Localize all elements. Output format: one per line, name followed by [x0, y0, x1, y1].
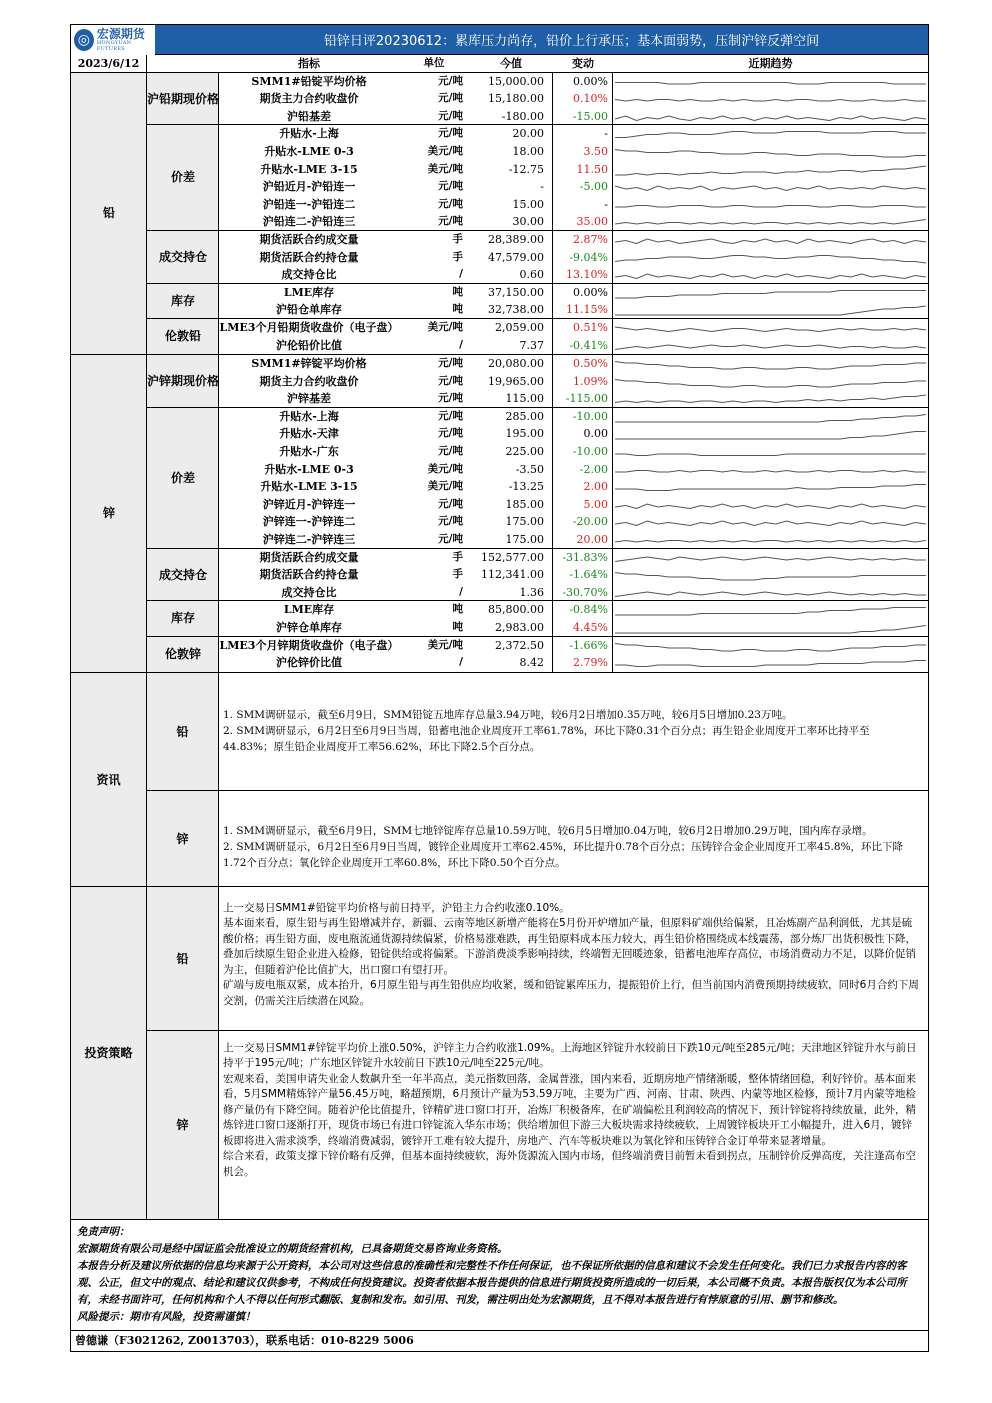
sparkline-line: [615, 521, 926, 526]
indicator-name: 期货活跃合约成交量: [259, 232, 359, 246]
sparkline-svg: [613, 584, 928, 601]
indicator-name: 期货主力合约收盘价: [259, 374, 359, 388]
indicator-change: 0.00: [553, 425, 613, 443]
strategy-zinc-text: 上一交易日SMM1#锌锭平均价上涨0.50%，沪锌主力合约收涨1.09%。上海地区锌锭升水较前日下跌10元/吨至285元/吨；天津地区锌锭升水与前日持平于195元/吨；广东地区锌锭升水较前日下跌10元/吨至225元/吨。 宏观来看，美国申请失业金人数飙升至一年半高点，美元指数回落，金属普涨，国内来看，近期房地产情绪渐暖，整体情绪回稳，利好锌价。基本面来看，5月SMM精炼锌产量56.45万吨，略超预期，6月预计产量为53.59万吨，主要为广西、河南、甘肃、陕西、内蒙等地区检修，预计7月内蒙等地检修产量仍有下降空间。随着沪伦比值提升，锌精矿进口窗口打开，冶炼厂积极备库，在矿端偏松且利润较高的情况下，预计锌锭将持续放量，此外，精炼锌进口窗口逐渐打开，现货市场已有进口锌锭流入华东市场；供给增加但下游三大板块需求持续疲软，上周镀锌板块开工小幅提升，进入6月，镀锌板即将进入需求淡季，终端消费减弱，镀锌开工难有较大提升，房地产、汽车等板块难以为氧化锌和压铸锌合金订单带来显著增量。 综合来看，政策支撑下锌价略有反弹，但基本面持续疲软，海外货源流入国内市场，但终端消费目前暂未看到拐点，压制锌价反弹高度，关注逢高布空机会。: [223, 1041, 917, 1178]
sparkline-svg: [613, 408, 928, 425]
indicator-name: 沪铅连二-沪铅连三: [219, 213, 399, 231]
indicator-change: 0.50%: [553, 355, 613, 373]
indicator-unit: 元/吨: [438, 197, 463, 210]
indicator-unit: 元/吨: [438, 427, 463, 440]
col-indicator: 指标: [298, 57, 320, 70]
sparkline-svg: [613, 108, 928, 125]
indicator-unit: 吨: [399, 619, 469, 637]
trend-sparkline: [613, 601, 928, 619]
indicator-change: 11.15%: [553, 301, 613, 319]
info-lead-label: 铅: [147, 673, 219, 790]
sparkline-line: [615, 485, 926, 491]
indicator-value: 152,577.00: [469, 549, 553, 567]
zinc-section-label: 锌: [102, 506, 115, 521]
trend-sparkline: [613, 549, 928, 567]
sparkline-svg: [613, 143, 928, 160]
indicator-name: LME库存: [283, 285, 335, 299]
indicator-name: 升贴水-天津: [279, 427, 339, 441]
sparkline-line: [615, 504, 926, 509]
sparkline-line: [615, 541, 926, 543]
indicator-change: 0.00%: [553, 73, 613, 91]
indicator-value: 285.00: [469, 408, 553, 426]
sparkline-svg: [613, 531, 928, 548]
indicator-change: -: [553, 125, 613, 143]
sparkline-line: [615, 470, 926, 472]
info-lead-text: 1. SMM调研显示，截至6月9日，SMM铅锭五地库存总量3.94万吨，较6月2日增加0.35万吨，较6月5日增加0.23万吨。 2. SMM调研显示，6月2日至6月9日当周，铅蓄电池企业周度开工率61.78%，环比下降0.31个百分点；再生铅企业周度开工率环比持平至44.83%；原生铅企业周度开工率56.62%，环比下降2.5个百分点。: [223, 708, 870, 753]
indicator-name: 沪锌仓单库存: [219, 619, 399, 637]
trend-sparkline: [613, 249, 928, 267]
sparkline-svg: [613, 125, 928, 142]
indicator-unit: 吨: [452, 285, 463, 298]
indicator-change: 20.00: [553, 531, 613, 549]
indicator-value: 19,965.00: [469, 373, 553, 391]
sparkline-svg: [613, 301, 928, 318]
trend-sparkline: [613, 73, 928, 91]
trend-sparkline: [613, 496, 928, 514]
indicator-value: -180.00: [469, 108, 553, 126]
info-zinc-text: 1. SMM调研显示，截至6月9日，SMM七地锌锭库存总量10.59万吨，较6月5日增加0.04万吨，较6月2日增加0.29万吨，国内库存录增。 2. SMM调研显示，6月2日至6月9日当周，镀锌企业周度开工率62.45%，环比提升0.78个百分点；压铸锌合金企业周度开工率45.8%，环比下降1.72个百分点；氧化锌企业周度开工率60.8%，环比下降0.50个百分点。: [223, 824, 904, 869]
sparkline-svg: [613, 478, 928, 495]
trend-sparkline: [613, 319, 928, 337]
sparkline-svg: [613, 443, 928, 460]
indicator-value: 2,059.00: [469, 319, 553, 337]
trend-sparkline: [613, 266, 928, 284]
sparkline-line: [615, 608, 926, 616]
sparkline-svg: [613, 231, 928, 248]
trend-sparkline: [613, 566, 928, 584]
sparkline-svg: [613, 284, 928, 301]
trend-sparkline: [613, 637, 928, 655]
indicator-name: LME3个月铅期货收盘价（电子盘）: [219, 320, 399, 334]
sparkline-line: [615, 432, 926, 440]
trend-sparkline: [613, 90, 928, 108]
sparkline-svg: [613, 390, 928, 407]
sparkline-svg: [613, 249, 928, 266]
analyst-contact: 曾德谦（F3021262, Z0013703），联系电话：010-8229 5006: [71, 1330, 928, 1352]
indicator-name: 沪伦铅价比值: [276, 338, 342, 352]
report-date: 2023/6/12: [71, 55, 147, 72]
sparkline-svg: [613, 566, 928, 583]
trend-sparkline: [613, 161, 928, 179]
trend-sparkline: [613, 461, 928, 479]
indicator-change: 3.50: [553, 143, 613, 161]
indicator-value: 1.36: [469, 584, 553, 602]
indicator-change: 2.87%: [553, 231, 613, 249]
sparkline-line: [615, 132, 926, 138]
indicator-unit: 美元/吨: [427, 320, 463, 333]
indicator-value: -3.50: [469, 461, 553, 479]
indicator-value: 2,372.50: [469, 637, 553, 655]
col-unit: 单位: [423, 57, 445, 69]
indicator-value: 85,800.00: [469, 601, 553, 619]
sparkline-line: [615, 327, 926, 332]
indicator-name: 沪铅仓单库存: [219, 301, 399, 319]
trend-sparkline: [613, 390, 928, 408]
sparkline-line: [615, 379, 926, 387]
trend-sparkline: [613, 408, 928, 426]
indicator-value: 175.00: [469, 531, 553, 549]
zinc-group-label: 库存: [147, 601, 219, 636]
indicator-name: 升贴水-LME 0-3: [264, 462, 354, 476]
trend-sparkline: [613, 531, 928, 549]
sparkline-svg: [613, 266, 928, 283]
sparkline-line: [615, 395, 926, 403]
indicator-unit: 元/吨: [399, 390, 469, 408]
sparkline-line: [615, 661, 926, 667]
zinc-group-label: 成交持仓: [147, 549, 219, 602]
indicator-unit: 元/吨: [438, 409, 463, 422]
sparkline-line: [615, 149, 926, 157]
report-sheet: [70, 24, 929, 1352]
indicator-unit: 吨: [452, 603, 463, 616]
sparkline-svg: [613, 619, 928, 636]
sparkline-svg: [613, 178, 928, 195]
indicator-name: SMM1#铅锭平均价格: [251, 74, 367, 88]
sparkline-line: [615, 414, 926, 422]
indicator-change: -2.00: [553, 461, 613, 479]
indicator-name: 期货活跃合约持仓量: [259, 568, 359, 582]
strategy-lead-label: 铅: [147, 887, 219, 1030]
indicator-name: 沪锌连一-沪锌连二: [262, 515, 356, 529]
trend-sparkline: [613, 619, 928, 637]
indicator-value: 30.00: [469, 213, 553, 231]
lead-table: [71, 73, 928, 355]
indicator-change: -10.00: [553, 408, 613, 426]
sparkline-line: [615, 100, 926, 102]
indicator-name: 沪伦锌价比值: [276, 656, 342, 670]
indicator-unit: 元/吨: [438, 515, 463, 528]
logo-cn: 宏源期货: [96, 26, 145, 41]
trend-sparkline: [613, 196, 928, 214]
indicator-change: 0.51%: [553, 319, 613, 337]
disclaimer: 免责声明： 宏源期货有限公司是经中国证监会批准设立的期货经营机构，已具备期货交易咨询业务资格。 本报告分析及建议所依据的信息均来源于公开资料，本公司对这些信息的准确性和完整性不作任何保证，也不保证所依据的信息和建议不会发生任何变化。我们已力求报告内容的客观、公正，但文中的观点、结论和建议仅供参考，不构成任何投资建议。投资者依据本报告提供的信息进行期货投资所造成的一切后果，本公司概不负责。本报告版权仅为本公司所有，未经书面许可，任何机构和个人不得以任何形式翻版、复制和发布。如引用、刊发，需注明出处为宏源期货，且不得对本报告进行有悖原意的引用、删节和修改。 风险提示：期市有风险，投资需谨慎！: [71, 1219, 928, 1330]
trend-sparkline: [613, 425, 928, 443]
indicator-change: -1.66%: [553, 637, 613, 655]
indicator-value: 195.00: [469, 425, 553, 443]
indicator-unit: 元/吨: [399, 531, 469, 549]
sparkline-line: [615, 345, 926, 350]
report-header: [71, 25, 928, 55]
sparkline-line: [615, 116, 926, 121]
sparkline-line: [615, 626, 926, 634]
indicator-value: 0.60: [469, 266, 553, 284]
indicator-name: 成交持仓比: [219, 584, 399, 602]
indicator-value: -12.75: [469, 161, 553, 179]
indicator-name: 成交持仓比: [219, 266, 399, 284]
sparkline-svg: [613, 355, 928, 372]
trend-sparkline: [613, 125, 928, 143]
indicator-change: -31.83%: [553, 549, 613, 567]
indicator-name: 沪铅连一-沪铅连二: [262, 197, 356, 211]
indicator-value: 7.37: [469, 337, 553, 355]
lead-group-label: 库存: [147, 284, 219, 319]
sparkline-line: [615, 186, 926, 191]
strategy-section: [71, 886, 928, 1219]
trend-sparkline: [613, 178, 928, 196]
indicator-unit: 元/吨: [438, 180, 463, 193]
lead-group-label: 价差: [147, 125, 219, 231]
sparkline-svg: [613, 196, 928, 213]
indicator-change: -5.00: [553, 178, 613, 196]
trend-sparkline: [613, 231, 928, 249]
indicator-change: 11.50: [553, 161, 613, 179]
sparkline-svg: [613, 73, 928, 90]
lead-group-label: 沪铅期现价格: [147, 73, 219, 126]
indicator-change: 35.00: [553, 213, 613, 231]
indicator-value: 115.00: [469, 390, 553, 408]
indicator-unit: 手: [452, 550, 463, 563]
indicator-unit: 元/吨: [438, 92, 463, 105]
indicator-name: 期货活跃合约持仓量: [259, 250, 359, 264]
sparkline-svg: [613, 373, 928, 390]
indicator-unit: 美元/吨: [427, 638, 463, 651]
col-value: 今值: [500, 57, 522, 70]
indicator-change: -0.41%: [553, 337, 613, 355]
indicator-unit: 元/吨: [438, 357, 463, 370]
sparkline-line: [615, 643, 926, 651]
indicator-unit: 吨: [399, 301, 469, 319]
sparkline-svg: [613, 549, 928, 566]
indicator-name: 升贴水-上海: [279, 127, 339, 141]
indicator-change: -20.00: [553, 513, 613, 531]
indicator-value: 15,180.00: [469, 90, 553, 108]
trend-sparkline: [613, 584, 928, 602]
indicator-name: LME库存: [283, 603, 335, 617]
indicator-unit: /: [459, 656, 463, 669]
sparkline-svg: [613, 319, 928, 336]
indicator-value: -: [469, 178, 553, 196]
sparkline-svg: [613, 213, 928, 230]
indicator-name: 沪锌连二-沪锌连三: [219, 531, 399, 549]
logo-icon: ◎: [74, 29, 94, 51]
sparkline-line: [615, 454, 926, 456]
indicator-change: 5.00: [553, 496, 613, 514]
indicator-value: 15.00: [469, 196, 553, 214]
indicator-value: 20,080.00: [469, 355, 553, 373]
indicator-change: -115.00: [553, 390, 613, 408]
indicator-value: 15,000.00: [469, 73, 553, 91]
trend-sparkline: [613, 654, 928, 672]
sparkline-svg: [613, 90, 928, 107]
trend-sparkline: [613, 355, 928, 373]
indicator-unit: 美元/吨: [427, 480, 463, 493]
indicator-unit: 美元/吨: [427, 462, 463, 475]
trend-sparkline: [613, 284, 928, 302]
indicator-name: 升贴水-LME 3-15: [260, 162, 358, 176]
indicator-change: 0.00%: [553, 284, 613, 302]
col-change: 变动: [572, 57, 594, 70]
sparkline-svg: [613, 513, 928, 530]
trend-sparkline: [613, 301, 928, 319]
indicator-value: 20.00: [469, 125, 553, 143]
indicator-change: -1.64%: [553, 566, 613, 584]
sparkline-svg: [613, 337, 928, 354]
report-title: 铅锌日评20230612：累库压力尚存，铅价上行承压；基本面弱势，压制沪锌反弹空间: [323, 34, 820, 49]
indicator-change: -: [553, 196, 613, 214]
indicator-change: -15.00: [553, 108, 613, 126]
indicator-change: -30.70%: [553, 584, 613, 602]
sparkline-svg: [613, 425, 928, 442]
sparkline-svg: [613, 496, 928, 513]
zinc-table: [71, 354, 928, 672]
sparkline-line: [615, 274, 926, 279]
indicator-unit: 元/吨: [438, 374, 463, 387]
indicator-name: 升贴水-LME 3-15: [260, 480, 358, 494]
info-label: 资讯: [71, 673, 147, 886]
trend-sparkline: [613, 513, 928, 531]
indicator-name: 沪锌基差: [219, 390, 399, 408]
indicator-unit: /: [459, 338, 463, 351]
col-trend: 近期趋势: [748, 57, 793, 70]
trend-sparkline: [613, 443, 928, 461]
indicator-name: 期货活跃合约成交量: [259, 550, 359, 564]
indicator-unit: 元/吨: [438, 445, 463, 458]
zinc-group-label: 沪锌期现价格: [147, 355, 219, 408]
info-section: [71, 672, 928, 886]
sparkline-line: [615, 205, 926, 207]
column-header-row: [71, 55, 928, 73]
strategy-label: 投资策略: [71, 887, 147, 1219]
indicator-change: -10.00: [553, 443, 613, 461]
sparkline-line: [615, 557, 926, 562]
sparkline-svg: [613, 637, 928, 654]
trend-sparkline: [613, 337, 928, 355]
indicator-name: 升贴水-广东: [279, 445, 339, 459]
indicator-unit: /: [399, 266, 469, 284]
info-zinc-label: 锌: [147, 791, 219, 886]
indicator-value: 18.00: [469, 143, 553, 161]
sparkline-line: [615, 573, 926, 581]
lead-section-label: 铅: [102, 205, 115, 220]
indicator-change: 2.00: [553, 478, 613, 496]
indicator-unit: 手: [452, 568, 463, 581]
indicator-name: SMM1#锌锭平均价格: [251, 357, 367, 371]
sparkline-line: [615, 255, 926, 263]
indicator-name: 沪铅基差: [219, 108, 399, 126]
indicator-value: 175.00: [469, 513, 553, 531]
trend-sparkline: [613, 478, 928, 496]
indicator-change: 2.79%: [553, 654, 613, 672]
sparkline-line: [615, 239, 926, 244]
indicator-name: LME3个月锌期货收盘价（电子盘）: [219, 638, 399, 652]
indicator-name: 期货主力合约收盘价: [259, 92, 359, 106]
trend-sparkline: [613, 373, 928, 391]
indicator-value: 32,738.00: [469, 301, 553, 319]
trend-sparkline: [613, 213, 928, 231]
lead-group-label: 伦敦铅: [164, 328, 201, 343]
indicator-change: -0.84%: [553, 601, 613, 619]
sparkline-line: [615, 592, 926, 597]
sparkline-svg: [613, 461, 928, 478]
strategy-zinc-label: 锌: [147, 1031, 219, 1219]
sparkline-svg: [613, 161, 928, 178]
indicator-unit: 元/吨: [438, 497, 463, 510]
sparkline-line: [615, 306, 926, 315]
indicator-value: 37,150.00: [469, 284, 553, 302]
indicator-value: 185.00: [469, 496, 553, 514]
indicator-name: 沪锌近月-沪锌连一: [262, 497, 356, 511]
indicator-value: 112,341.00: [469, 566, 553, 584]
indicator-value: 28,389.00: [469, 231, 553, 249]
indicator-unit: 美元/吨: [427, 162, 463, 175]
sparkline-line: [615, 220, 926, 225]
indicator-name: 沪铅近月-沪铅连一: [262, 180, 356, 194]
sparkline-line: [615, 290, 926, 298]
trend-sparkline: [613, 108, 928, 126]
indicator-unit: /: [399, 584, 469, 602]
indicator-value: 8.42: [469, 654, 553, 672]
indicator-name: 升贴水-上海: [279, 409, 339, 423]
indicator-unit: 美元/吨: [427, 144, 463, 157]
indicator-change: 13.10%: [553, 266, 613, 284]
indicator-change: -9.04%: [553, 249, 613, 267]
sparkline-line: [615, 362, 926, 370]
sparkline-line: [615, 82, 926, 84]
zinc-group-label: 价差: [147, 408, 219, 549]
indicator-change: 1.09%: [553, 373, 613, 391]
sparkline-svg: [613, 601, 928, 618]
indicator-value: -13.25: [469, 478, 553, 496]
indicator-unit: 手: [452, 250, 463, 263]
lead-group-label: 成交持仓: [147, 231, 219, 284]
indicator-unit: 元/吨: [399, 213, 469, 231]
indicator-unit: 元/吨: [438, 74, 463, 87]
zinc-group-label: 伦敦锌: [164, 646, 201, 661]
sparkline-svg: [613, 654, 928, 671]
company-logo: [71, 25, 155, 55]
sparkline-line: [615, 166, 926, 175]
indicator-value: 2,983.00: [469, 619, 553, 637]
indicator-change: 4.45%: [553, 619, 613, 637]
indicator-value: 225.00: [469, 443, 553, 461]
indicator-name: 升贴水-LME 0-3: [264, 144, 354, 158]
strategy-lead-text: 上一交易日SMM1#铅锭平均价格与前日持平，沪铅主力合约收涨0.10%。 基本面来看，原生铅与再生铅增减并存，新疆、云南等地区新增产能将在5月份开炉增加产量，但原料矿端供给偏紧，且冶炼副产品利润低，尤其是硫酸价格；再生铅方面，废电瓶流通货源持续偏紧，价格易涨难跌，再生铅原料成本压力较大，再生铅价格围绕成本线震荡，部分炼厂出货积极性下降，叠加后续原生铅企业进入检修，铅锭供给或将偏紧。下游消费淡季影响持续，终端暂无回暖迹象，铅蓄电池库存高位，市场消费动力不足，以降价促销为主，但随着沪伦比值扩大，出口窗口有望打开。 矿端与废电瓶双紧，成本抬升，6月原生铅与再生铅供应均收紧，缓和铅锭累库压力，提振铅价上行，但当前国内消费预期持续疲软，同时6月合约下周交割，仍需关注后续潜在风险。: [223, 901, 919, 1007]
indicator-change: 0.10%: [553, 90, 613, 108]
indicator-unit: 手: [452, 232, 463, 245]
indicator-unit: 元/吨: [399, 108, 469, 126]
indicator-value: 47,579.00: [469, 249, 553, 267]
indicator-unit: 元/吨: [438, 127, 463, 140]
trend-sparkline: [613, 143, 928, 161]
logo-en: HONGYUAN FUTURES: [96, 39, 132, 52]
